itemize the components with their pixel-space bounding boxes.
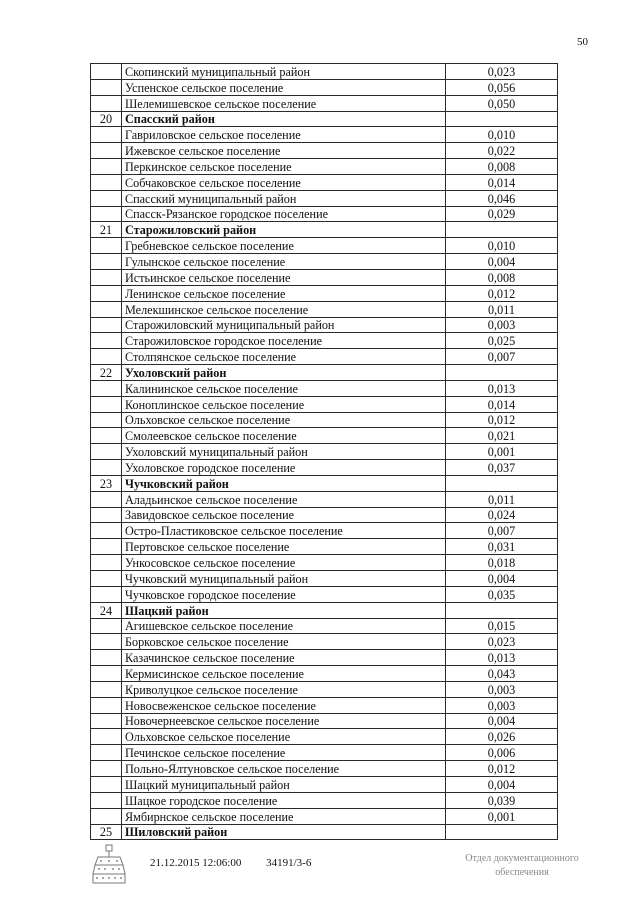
row-value: 0,037 bbox=[446, 460, 558, 476]
row-name: Ухоловский район bbox=[122, 365, 446, 381]
district-row bbox=[91, 824, 558, 840]
row-number bbox=[91, 634, 122, 650]
row-value: 0,023 bbox=[446, 64, 558, 80]
row-name: Коноплинское сельское поселение bbox=[122, 396, 446, 412]
row-number bbox=[91, 174, 122, 190]
row-value: 0,046 bbox=[446, 190, 558, 206]
row-name: Спасский муниципальный район bbox=[122, 190, 446, 206]
table-row bbox=[91, 761, 558, 777]
table-row bbox=[91, 428, 558, 444]
row-value bbox=[446, 111, 558, 127]
row-name: Новочернеевское сельское поселение bbox=[122, 713, 446, 729]
row-value bbox=[446, 824, 558, 840]
row-name: Скопинский муниципальный район bbox=[122, 64, 446, 80]
row-value: 0,003 bbox=[446, 317, 558, 333]
table-row bbox=[91, 396, 558, 412]
row-name: Шацкий муниципальный район bbox=[122, 776, 446, 792]
row-name: Ункосовское сельское поселение bbox=[122, 555, 446, 571]
row-name: Гулынское сельское поселение bbox=[122, 254, 446, 270]
row-value: 0,008 bbox=[446, 159, 558, 175]
table-row bbox=[91, 206, 558, 222]
row-value: 0,022 bbox=[446, 143, 558, 159]
row-name: Ухоловский муниципальный район bbox=[122, 444, 446, 460]
row-name: Истьинское сельское поселение bbox=[122, 269, 446, 285]
table-row bbox=[91, 776, 558, 792]
row-number bbox=[91, 79, 122, 95]
table-row bbox=[91, 681, 558, 697]
row-name: Печинское сельское поселение bbox=[122, 745, 446, 761]
allocation-table bbox=[90, 63, 558, 840]
row-value: 0,014 bbox=[446, 174, 558, 190]
row-name: Чучковское городское поселение bbox=[122, 586, 446, 602]
row-value: 0,015 bbox=[446, 618, 558, 634]
row-value bbox=[446, 222, 558, 238]
table-row bbox=[91, 539, 558, 555]
row-value: 0,011 bbox=[446, 491, 558, 507]
row-name: Старожиловский муниципальный район bbox=[122, 317, 446, 333]
table-row bbox=[91, 349, 558, 365]
row-number bbox=[91, 555, 122, 571]
row-number bbox=[91, 776, 122, 792]
row-number bbox=[91, 428, 122, 444]
table-row bbox=[91, 634, 558, 650]
row-name: Гребневское сельское поселение bbox=[122, 238, 446, 254]
table-row bbox=[91, 238, 558, 254]
row-value: 0,013 bbox=[446, 380, 558, 396]
row-value: 0,008 bbox=[446, 269, 558, 285]
row-value: 0,001 bbox=[446, 444, 558, 460]
row-number bbox=[91, 491, 122, 507]
table-row bbox=[91, 729, 558, 745]
row-value: 0,003 bbox=[446, 697, 558, 713]
row-name: Пертовское сельское поселение bbox=[122, 539, 446, 555]
row-value: 0,025 bbox=[446, 333, 558, 349]
table-row bbox=[91, 491, 558, 507]
table-row bbox=[91, 444, 558, 460]
row-number bbox=[91, 127, 122, 143]
row-value: 0,004 bbox=[446, 254, 558, 270]
row-value: 0,007 bbox=[446, 349, 558, 365]
row-name: Завидовское сельское поселение bbox=[122, 507, 446, 523]
row-number bbox=[91, 269, 122, 285]
row-number: 22 bbox=[91, 365, 122, 381]
row-value: 0,029 bbox=[446, 206, 558, 222]
row-number bbox=[91, 808, 122, 824]
row-name: Ольховское сельское поселение bbox=[122, 412, 446, 428]
row-value: 0,004 bbox=[446, 571, 558, 587]
row-value bbox=[446, 475, 558, 491]
table-row bbox=[91, 571, 558, 587]
row-name: Агишевское сельское поселение bbox=[122, 618, 446, 634]
row-number: 23 bbox=[91, 475, 122, 491]
row-number bbox=[91, 380, 122, 396]
row-number bbox=[91, 539, 122, 555]
row-name: Перкинское сельское поселение bbox=[122, 159, 446, 175]
row-name: Шацкое городское поселение bbox=[122, 792, 446, 808]
row-number: 24 bbox=[91, 602, 122, 618]
row-number bbox=[91, 792, 122, 808]
row-number bbox=[91, 745, 122, 761]
row-number bbox=[91, 650, 122, 666]
district-row bbox=[91, 365, 558, 381]
row-number bbox=[91, 143, 122, 159]
row-number bbox=[91, 159, 122, 175]
table-row bbox=[91, 697, 558, 713]
row-number bbox=[91, 523, 122, 539]
row-name: Спасск-Рязанское городское поселение bbox=[122, 206, 446, 222]
row-number bbox=[91, 412, 122, 428]
table-row bbox=[91, 64, 558, 80]
row-number: 21 bbox=[91, 222, 122, 238]
row-value: 0,021 bbox=[446, 428, 558, 444]
row-number bbox=[91, 444, 122, 460]
row-value: 0,013 bbox=[446, 650, 558, 666]
registry-logo-icon bbox=[92, 843, 126, 885]
row-name: Смолеевское сельское поселение bbox=[122, 428, 446, 444]
district-row bbox=[91, 602, 558, 618]
district-row bbox=[91, 222, 558, 238]
department-line-1: Отдел документационного bbox=[465, 853, 579, 864]
row-number bbox=[91, 238, 122, 254]
row-name: Казачинское сельское поселение bbox=[122, 650, 446, 666]
row-name: Шиловский район bbox=[122, 824, 446, 840]
row-number bbox=[91, 666, 122, 682]
table-row bbox=[91, 159, 558, 175]
row-name: Криволуцкое сельское поселение bbox=[122, 681, 446, 697]
table-row bbox=[91, 301, 558, 317]
row-name: Успенское сельское поселение bbox=[122, 79, 446, 95]
row-value: 0,010 bbox=[446, 127, 558, 143]
district-row bbox=[91, 111, 558, 127]
row-number bbox=[91, 95, 122, 111]
table-row bbox=[91, 460, 558, 476]
row-value: 0,004 bbox=[446, 713, 558, 729]
row-name: Аладьинское сельское поселение bbox=[122, 491, 446, 507]
table-row bbox=[91, 507, 558, 523]
row-value: 0,014 bbox=[446, 396, 558, 412]
table-row bbox=[91, 745, 558, 761]
row-number bbox=[91, 317, 122, 333]
row-number bbox=[91, 333, 122, 349]
table-row bbox=[91, 808, 558, 824]
row-number bbox=[91, 507, 122, 523]
table-row bbox=[91, 618, 558, 634]
table-row bbox=[91, 333, 558, 349]
table-row bbox=[91, 380, 558, 396]
row-number bbox=[91, 681, 122, 697]
row-value: 0,026 bbox=[446, 729, 558, 745]
row-name: Борковское сельское поселение bbox=[122, 634, 446, 650]
row-value bbox=[446, 602, 558, 618]
row-name: Столпянское сельское поселение bbox=[122, 349, 446, 365]
row-name: Ямбирнское сельское поселение bbox=[122, 808, 446, 824]
row-value: 0,010 bbox=[446, 238, 558, 254]
row-name: Ленинское сельское поселение bbox=[122, 285, 446, 301]
row-number bbox=[91, 254, 122, 270]
footer-doc-id: 34191/3-6 bbox=[266, 857, 312, 869]
row-name: Остро-Пластиковское сельское поселение bbox=[122, 523, 446, 539]
row-number bbox=[91, 285, 122, 301]
row-value: 0,003 bbox=[446, 681, 558, 697]
row-name: Собчаковское сельское поселение bbox=[122, 174, 446, 190]
table-row bbox=[91, 174, 558, 190]
department-stamp bbox=[447, 852, 597, 880]
row-name: Гавриловское сельское поселение bbox=[122, 127, 446, 143]
row-value: 0,007 bbox=[446, 523, 558, 539]
row-number bbox=[91, 729, 122, 745]
footer-datetime: 21.12.2015 12:06:00 bbox=[150, 857, 242, 869]
row-name: Ухоловское городское поселение bbox=[122, 460, 446, 476]
row-number bbox=[91, 713, 122, 729]
row-name: Новосвеженское сельское поселение bbox=[122, 697, 446, 713]
row-name: Старожиловский район bbox=[122, 222, 446, 238]
row-number: 25 bbox=[91, 824, 122, 840]
row-name: Ольховское сельское поселение bbox=[122, 729, 446, 745]
row-name: Польно-Ялтуновское сельское поселение bbox=[122, 761, 446, 777]
table-row bbox=[91, 269, 558, 285]
row-value: 0,024 bbox=[446, 507, 558, 523]
table-row bbox=[91, 412, 558, 428]
table-row bbox=[91, 650, 558, 666]
row-value: 0,012 bbox=[446, 761, 558, 777]
row-value: 0,018 bbox=[446, 555, 558, 571]
row-number bbox=[91, 618, 122, 634]
row-number bbox=[91, 697, 122, 713]
table-row bbox=[91, 143, 558, 159]
row-value: 0,035 bbox=[446, 586, 558, 602]
row-name: Чучковский муниципальный район bbox=[122, 571, 446, 587]
footer-stamp bbox=[150, 857, 333, 869]
row-value bbox=[446, 365, 558, 381]
row-value: 0,004 bbox=[446, 776, 558, 792]
table-row bbox=[91, 190, 558, 206]
row-value: 0,012 bbox=[446, 412, 558, 428]
row-number bbox=[91, 571, 122, 587]
row-number bbox=[91, 206, 122, 222]
row-name: Чучковский район bbox=[122, 475, 446, 491]
row-name: Калининское сельское поселение bbox=[122, 380, 446, 396]
row-value: 0,011 bbox=[446, 301, 558, 317]
table-row bbox=[91, 317, 558, 333]
table-row bbox=[91, 713, 558, 729]
row-value: 0,012 bbox=[446, 285, 558, 301]
row-name: Спасский район bbox=[122, 111, 446, 127]
row-name: Старожиловское городское поселение bbox=[122, 333, 446, 349]
row-number: 20 bbox=[91, 111, 122, 127]
row-number bbox=[91, 460, 122, 476]
row-value: 0,056 bbox=[446, 79, 558, 95]
row-name: Мелекшинское сельское поселение bbox=[122, 301, 446, 317]
row-value: 0,050 bbox=[446, 95, 558, 111]
page-number: 50 bbox=[577, 36, 588, 48]
table-body bbox=[91, 64, 558, 840]
row-number bbox=[91, 64, 122, 80]
department-line-2: обеспечения bbox=[495, 867, 549, 878]
row-name: Кермисинское сельское поселение bbox=[122, 666, 446, 682]
row-number bbox=[91, 301, 122, 317]
district-row bbox=[91, 475, 558, 491]
table-row bbox=[91, 254, 558, 270]
row-value: 0,023 bbox=[446, 634, 558, 650]
row-number bbox=[91, 349, 122, 365]
row-number bbox=[91, 761, 122, 777]
row-name: Ижевское сельское поселение bbox=[122, 143, 446, 159]
row-value: 0,006 bbox=[446, 745, 558, 761]
row-name: Шелемишевское сельское поселение bbox=[122, 95, 446, 111]
row-value: 0,039 bbox=[446, 792, 558, 808]
table-row bbox=[91, 523, 558, 539]
table-row bbox=[91, 792, 558, 808]
table-row bbox=[91, 285, 558, 301]
table-row bbox=[91, 586, 558, 602]
table-row bbox=[91, 666, 558, 682]
row-value: 0,001 bbox=[446, 808, 558, 824]
table-row bbox=[91, 95, 558, 111]
row-value: 0,043 bbox=[446, 666, 558, 682]
table-row bbox=[91, 127, 558, 143]
row-name: Шацкий район bbox=[122, 602, 446, 618]
table-row bbox=[91, 555, 558, 571]
row-value: 0,031 bbox=[446, 539, 558, 555]
row-number bbox=[91, 396, 122, 412]
table-row bbox=[91, 79, 558, 95]
row-number bbox=[91, 190, 122, 206]
row-number bbox=[91, 586, 122, 602]
